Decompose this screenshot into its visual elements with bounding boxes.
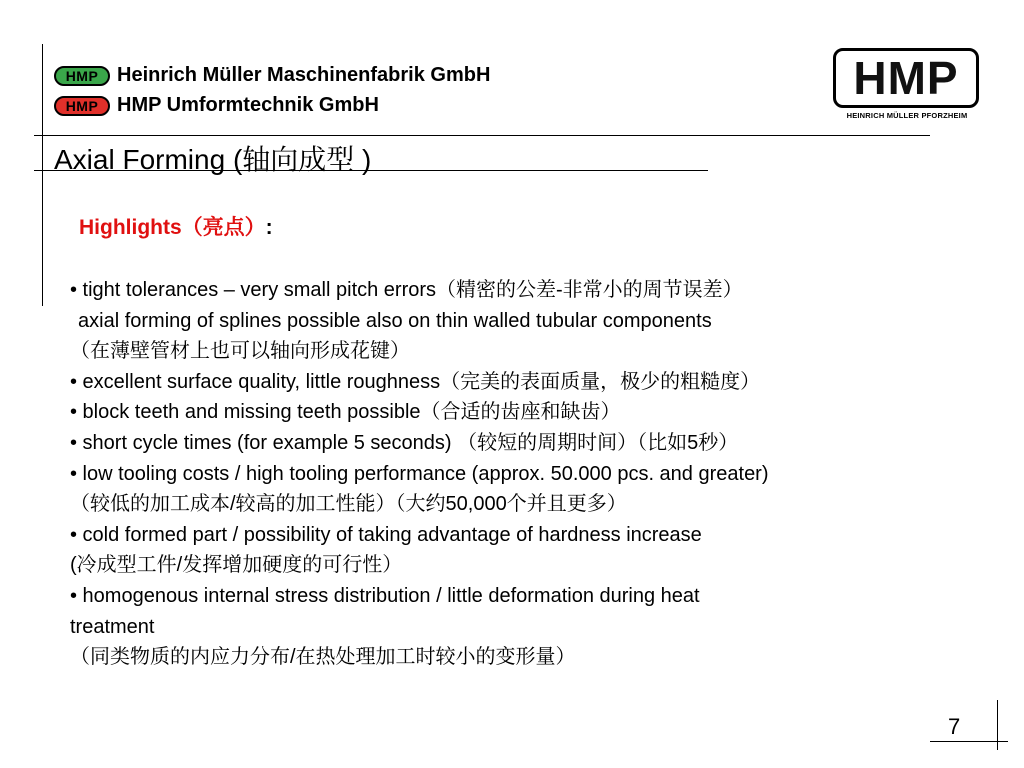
content-line: axial forming of splines possible also on thin walled tubular components [78, 309, 712, 332]
highlights-label: Highlights（亮点） [79, 216, 266, 239]
content-line: （较低的加工成本/较高的加工性能）（大约50,000个并且更多） [70, 493, 627, 516]
logo-text: HMP [853, 52, 959, 104]
hmp-badge-green-icon: HMP [54, 66, 110, 86]
content-line: • cold formed part / possibility of taking advantage of hardness increase [70, 523, 702, 546]
content-line: • excellent surface quality, little roughness（完美的表面质量，极少的粗糙度） [70, 370, 761, 393]
highlights-list [70, 275, 1000, 673]
content-line: （在薄壁管材上也可以轴向形成花键） [70, 340, 410, 363]
footer-vertical-rule [997, 700, 998, 750]
content-line: （同类物质的内应力分布/在热处理加工时较小的变形量） [70, 646, 576, 669]
header-horizontal-rule [34, 135, 930, 136]
hmp-badge-red-icon: HMP [54, 96, 110, 116]
company-name-1: Heinrich Müller Maschinenfabrik GmbH [117, 64, 491, 86]
content-line: treatment [70, 615, 155, 638]
highlights-colon: : [265, 216, 273, 239]
company-line-2 [54, 94, 379, 117]
company-name-2: HMP Umformtechnik GmbH [117, 94, 379, 116]
content-line: • homogenous internal stress distribution / little deformation during heat [70, 584, 700, 607]
content-line: • low tooling costs / high tooling performance (approx. 50.000 pcs. and greater) [70, 462, 769, 485]
company-line-1 [54, 64, 490, 87]
footer-horizontal-rule [930, 741, 1008, 742]
hmp-logo [833, 48, 979, 108]
content-line: • short cycle times (for example 5 seconds) （较短的周期时间）（比如5秒） [70, 431, 739, 454]
content-line: (冷成型工件/发挥增加硬度的可行性） [70, 554, 403, 577]
left-vertical-rule [42, 44, 43, 306]
slide-title: Axial Forming (轴向成型 ) [54, 144, 372, 175]
logo-subtitle: HEINRICH MÜLLER PFORZHEIM [846, 111, 968, 120]
content-line: • block teeth and missing teeth possible（合适的齿座和缺齿） [70, 401, 621, 424]
highlights-heading [79, 211, 273, 241]
page-number: 7 [948, 714, 961, 739]
content-line: • tight tolerances – very small pitch errors（精密的公差-非常小的周节误差） [70, 279, 743, 301]
